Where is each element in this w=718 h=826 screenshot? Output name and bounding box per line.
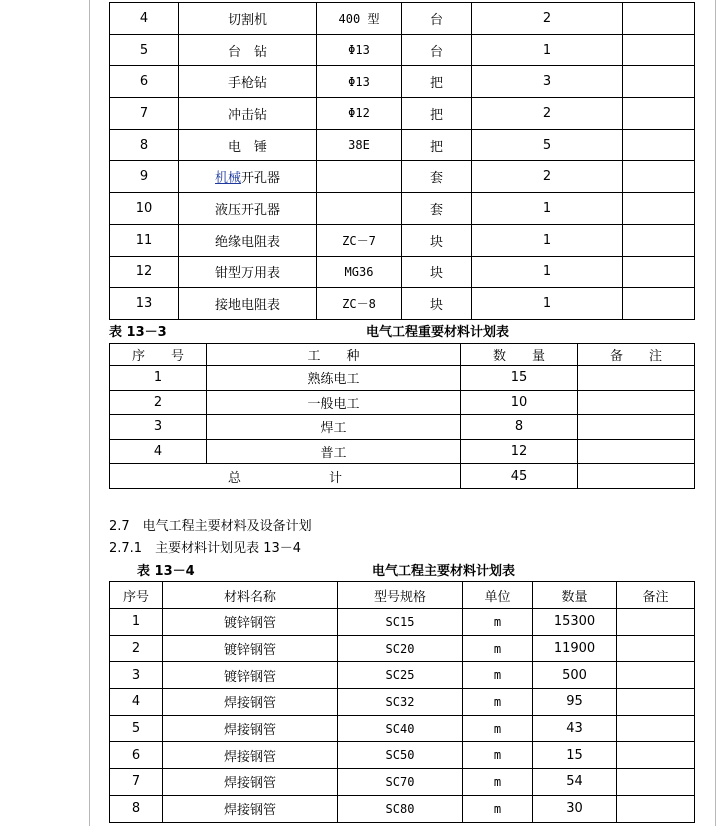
table-cell: m bbox=[463, 742, 533, 769]
table-cell: SC15 bbox=[338, 609, 463, 636]
table-cell: ZC－7 bbox=[317, 224, 402, 256]
table-cell bbox=[617, 795, 695, 822]
header-cell: 数量 bbox=[533, 582, 617, 609]
table-cell bbox=[617, 715, 695, 742]
table-cell: 10 bbox=[110, 193, 179, 225]
table-cell: 10 bbox=[461, 390, 578, 415]
table-header-row bbox=[110, 344, 695, 366]
total-label-part: 总 bbox=[227, 470, 241, 486]
table-row bbox=[110, 256, 695, 288]
table-cell: 43 bbox=[533, 715, 617, 742]
table-cell: m bbox=[463, 689, 533, 716]
table-cell bbox=[623, 129, 695, 161]
table-cell: 台 bbox=[402, 3, 472, 35]
table-cell bbox=[617, 769, 695, 796]
table-cell: m bbox=[463, 609, 533, 636]
table-cell: 焊工 bbox=[207, 415, 461, 440]
table-cell: 11900 bbox=[533, 635, 617, 662]
table-cell: SC32 bbox=[338, 689, 463, 716]
table-cell: 15 bbox=[461, 366, 578, 391]
table-13-3-label: 表 13－3 bbox=[109, 325, 167, 340]
table-cell: 8 bbox=[110, 795, 163, 822]
table-13-3 bbox=[109, 343, 695, 489]
table-row bbox=[110, 609, 695, 636]
table-cell: 3 bbox=[110, 662, 163, 689]
table-cell: 台 钻 bbox=[179, 34, 317, 66]
table-cell: 9 bbox=[110, 161, 179, 193]
table-cell: MG36 bbox=[317, 256, 402, 288]
table-cell: 套 bbox=[402, 161, 472, 193]
table-cell: 镀锌钢管 bbox=[163, 609, 338, 636]
table-cell: 4 bbox=[110, 3, 179, 35]
table-row bbox=[110, 366, 695, 391]
table-cell: 台 bbox=[402, 34, 472, 66]
table-cell: ZC－8 bbox=[317, 288, 402, 320]
table-13-4-body bbox=[110, 609, 695, 823]
table-row bbox=[110, 193, 695, 225]
page-margin-right bbox=[715, 0, 716, 826]
table-cell bbox=[623, 224, 695, 256]
table-cell: 3 bbox=[110, 415, 207, 440]
header-cell: 型号规格 bbox=[338, 582, 463, 609]
table-row bbox=[110, 769, 695, 796]
table-cell: 3 bbox=[472, 66, 623, 98]
table-cell: 1 bbox=[472, 34, 623, 66]
table-cell: 一般电工 bbox=[207, 390, 461, 415]
table-cell: Φ13 bbox=[317, 66, 402, 98]
table-cell: 13 bbox=[110, 288, 179, 320]
table-cell: 8 bbox=[461, 415, 578, 440]
tool-name-rest: 开孔器 bbox=[241, 171, 281, 187]
table-cell: 2 bbox=[110, 390, 207, 415]
table-cell: m bbox=[463, 795, 533, 822]
table-cell: SC25 bbox=[338, 662, 463, 689]
table-row bbox=[110, 439, 695, 464]
table-cell: m bbox=[463, 715, 533, 742]
header-cell: 备注 bbox=[617, 582, 695, 609]
table-cell: 块 bbox=[402, 256, 472, 288]
table-cell bbox=[623, 66, 695, 98]
table-cell: 把 bbox=[402, 66, 472, 98]
header-cell: 材料名称 bbox=[163, 582, 338, 609]
table-cell bbox=[623, 256, 695, 288]
table-cell: 5 bbox=[110, 34, 179, 66]
table-cell bbox=[623, 161, 695, 193]
section-subheading: 2.7.1 主要材料计划见表 13－4 bbox=[109, 541, 302, 556]
table-row bbox=[110, 66, 695, 98]
table-cell bbox=[317, 161, 402, 193]
table-cell: 15300 bbox=[533, 609, 617, 636]
table-cell bbox=[623, 98, 695, 130]
table-cell: SC80 bbox=[338, 795, 463, 822]
table-cell: 焊接钢管 bbox=[163, 795, 338, 822]
total-label-cell bbox=[110, 464, 461, 489]
table-cell: 焊接钢管 bbox=[163, 769, 338, 796]
table-cell: 1 bbox=[472, 256, 623, 288]
total-label-part: 计 bbox=[329, 470, 343, 486]
table-cell: 2 bbox=[472, 161, 623, 193]
table-cell: 套 bbox=[402, 193, 472, 225]
table-row bbox=[110, 129, 695, 161]
table-row bbox=[110, 715, 695, 742]
table-cell bbox=[617, 742, 695, 769]
table-cell: 块 bbox=[402, 224, 472, 256]
total-row bbox=[110, 464, 695, 489]
table-cell bbox=[623, 193, 695, 225]
table-cell: 11 bbox=[110, 224, 179, 256]
table-cell bbox=[623, 288, 695, 320]
table-13-4-label: 表 13－4 bbox=[137, 564, 195, 579]
table-cell: 焊接钢管 bbox=[163, 689, 338, 716]
table-cell: 30 bbox=[533, 795, 617, 822]
table-cell: 7 bbox=[110, 98, 179, 130]
total-note bbox=[578, 464, 695, 489]
table-cell bbox=[317, 193, 402, 225]
table-row bbox=[110, 795, 695, 822]
table-cell: 12 bbox=[110, 256, 179, 288]
table-row bbox=[110, 662, 695, 689]
table-cell: m bbox=[463, 662, 533, 689]
table-cell: SC20 bbox=[338, 635, 463, 662]
table-cell: SC50 bbox=[338, 742, 463, 769]
table-cell bbox=[617, 689, 695, 716]
table-13-4 bbox=[109, 581, 695, 823]
table-cell: 电 锤 bbox=[179, 129, 317, 161]
table-cell: 95 bbox=[533, 689, 617, 716]
header-cell: 序 号 bbox=[110, 344, 207, 366]
table-cell: 切割机 bbox=[179, 3, 317, 35]
table-cell: 把 bbox=[402, 129, 472, 161]
table-row bbox=[110, 415, 695, 440]
table-cell: 焊接钢管 bbox=[163, 742, 338, 769]
table-cell: 4 bbox=[110, 439, 207, 464]
table-row bbox=[110, 34, 695, 66]
table-row bbox=[110, 161, 695, 193]
page-margin-left bbox=[89, 0, 90, 826]
table-cell: m bbox=[463, 769, 533, 796]
table-cell: 接地电阻表 bbox=[179, 288, 317, 320]
table-cell bbox=[578, 439, 695, 464]
table-cell: 2 bbox=[110, 635, 163, 662]
table-cell bbox=[578, 366, 695, 391]
tools-table bbox=[109, 2, 695, 320]
table-cell: 15 bbox=[533, 742, 617, 769]
table-cell: 1 bbox=[472, 193, 623, 225]
table-cell: 5 bbox=[472, 129, 623, 161]
table-cell: SC70 bbox=[338, 769, 463, 796]
table-cell: 1 bbox=[472, 288, 623, 320]
table-cell: m bbox=[463, 635, 533, 662]
total-value: 45 bbox=[461, 464, 578, 489]
table-cell: Φ13 bbox=[317, 34, 402, 66]
table-cell: 6 bbox=[110, 66, 179, 98]
table-cell: 熟练电工 bbox=[207, 366, 461, 391]
table-cell: 钳型万用表 bbox=[179, 256, 317, 288]
table-cell: 绝缘电阻表 bbox=[179, 224, 317, 256]
table-cell bbox=[617, 662, 695, 689]
table-cell: 5 bbox=[110, 715, 163, 742]
table-cell bbox=[623, 34, 695, 66]
table-cell: 1 bbox=[472, 224, 623, 256]
table-cell: 500 bbox=[533, 662, 617, 689]
header-cell: 备 注 bbox=[578, 344, 695, 366]
table-row bbox=[110, 224, 695, 256]
table-cell: 2 bbox=[472, 3, 623, 35]
table-cell: 12 bbox=[461, 439, 578, 464]
table-cell bbox=[623, 3, 695, 35]
table-13-3-body bbox=[110, 366, 695, 464]
table-cell: 1 bbox=[110, 609, 163, 636]
table-cell bbox=[617, 609, 695, 636]
table-13-4-title: 电气工程主要材料计划表 bbox=[372, 564, 516, 579]
table-row bbox=[110, 98, 695, 130]
table-cell: 镀锌钢管 bbox=[163, 662, 338, 689]
header-cell: 序号 bbox=[110, 582, 163, 609]
table-row bbox=[110, 689, 695, 716]
table-cell: 镀锌钢管 bbox=[163, 635, 338, 662]
header-cell: 单位 bbox=[463, 582, 533, 609]
table-cell: 手枪钻 bbox=[179, 66, 317, 98]
table-cell bbox=[617, 635, 695, 662]
table-header-row bbox=[110, 582, 695, 609]
table-row bbox=[110, 3, 695, 35]
table-cell: 2 bbox=[472, 98, 623, 130]
table-row bbox=[110, 288, 695, 320]
table-cell: SC40 bbox=[338, 715, 463, 742]
table-cell: 普工 bbox=[207, 439, 461, 464]
header-cell: 数 量 bbox=[461, 344, 578, 366]
table-cell bbox=[179, 161, 317, 193]
table-row bbox=[110, 390, 695, 415]
table-cell: 7 bbox=[110, 769, 163, 796]
header-cell: 工 种 bbox=[207, 344, 461, 366]
table-cell: 1 bbox=[110, 366, 207, 391]
table-13-3-title: 电气工程重要材料计划表 bbox=[366, 325, 510, 340]
machinery-link[interactable]: 机械 bbox=[214, 171, 241, 187]
section-heading: 2.7 电气工程主要材料及设备计划 bbox=[109, 519, 312, 534]
table-cell: 400 型 bbox=[317, 3, 402, 35]
table-row bbox=[110, 635, 695, 662]
table-cell: 焊接钢管 bbox=[163, 715, 338, 742]
table-cell bbox=[578, 415, 695, 440]
table-cell: Φ12 bbox=[317, 98, 402, 130]
table-cell: 8 bbox=[110, 129, 179, 161]
table-cell: 38E bbox=[317, 129, 402, 161]
table-row bbox=[110, 742, 695, 769]
table-cell: 冲击钻 bbox=[179, 98, 317, 130]
table-cell: 块 bbox=[402, 288, 472, 320]
table-cell bbox=[578, 390, 695, 415]
table-cell: 4 bbox=[110, 689, 163, 716]
tools-table-body bbox=[110, 3, 695, 320]
table-cell: 把 bbox=[402, 98, 472, 130]
table-cell: 6 bbox=[110, 742, 163, 769]
table-cell: 54 bbox=[533, 769, 617, 796]
table-cell: 液压开孔器 bbox=[179, 193, 317, 225]
